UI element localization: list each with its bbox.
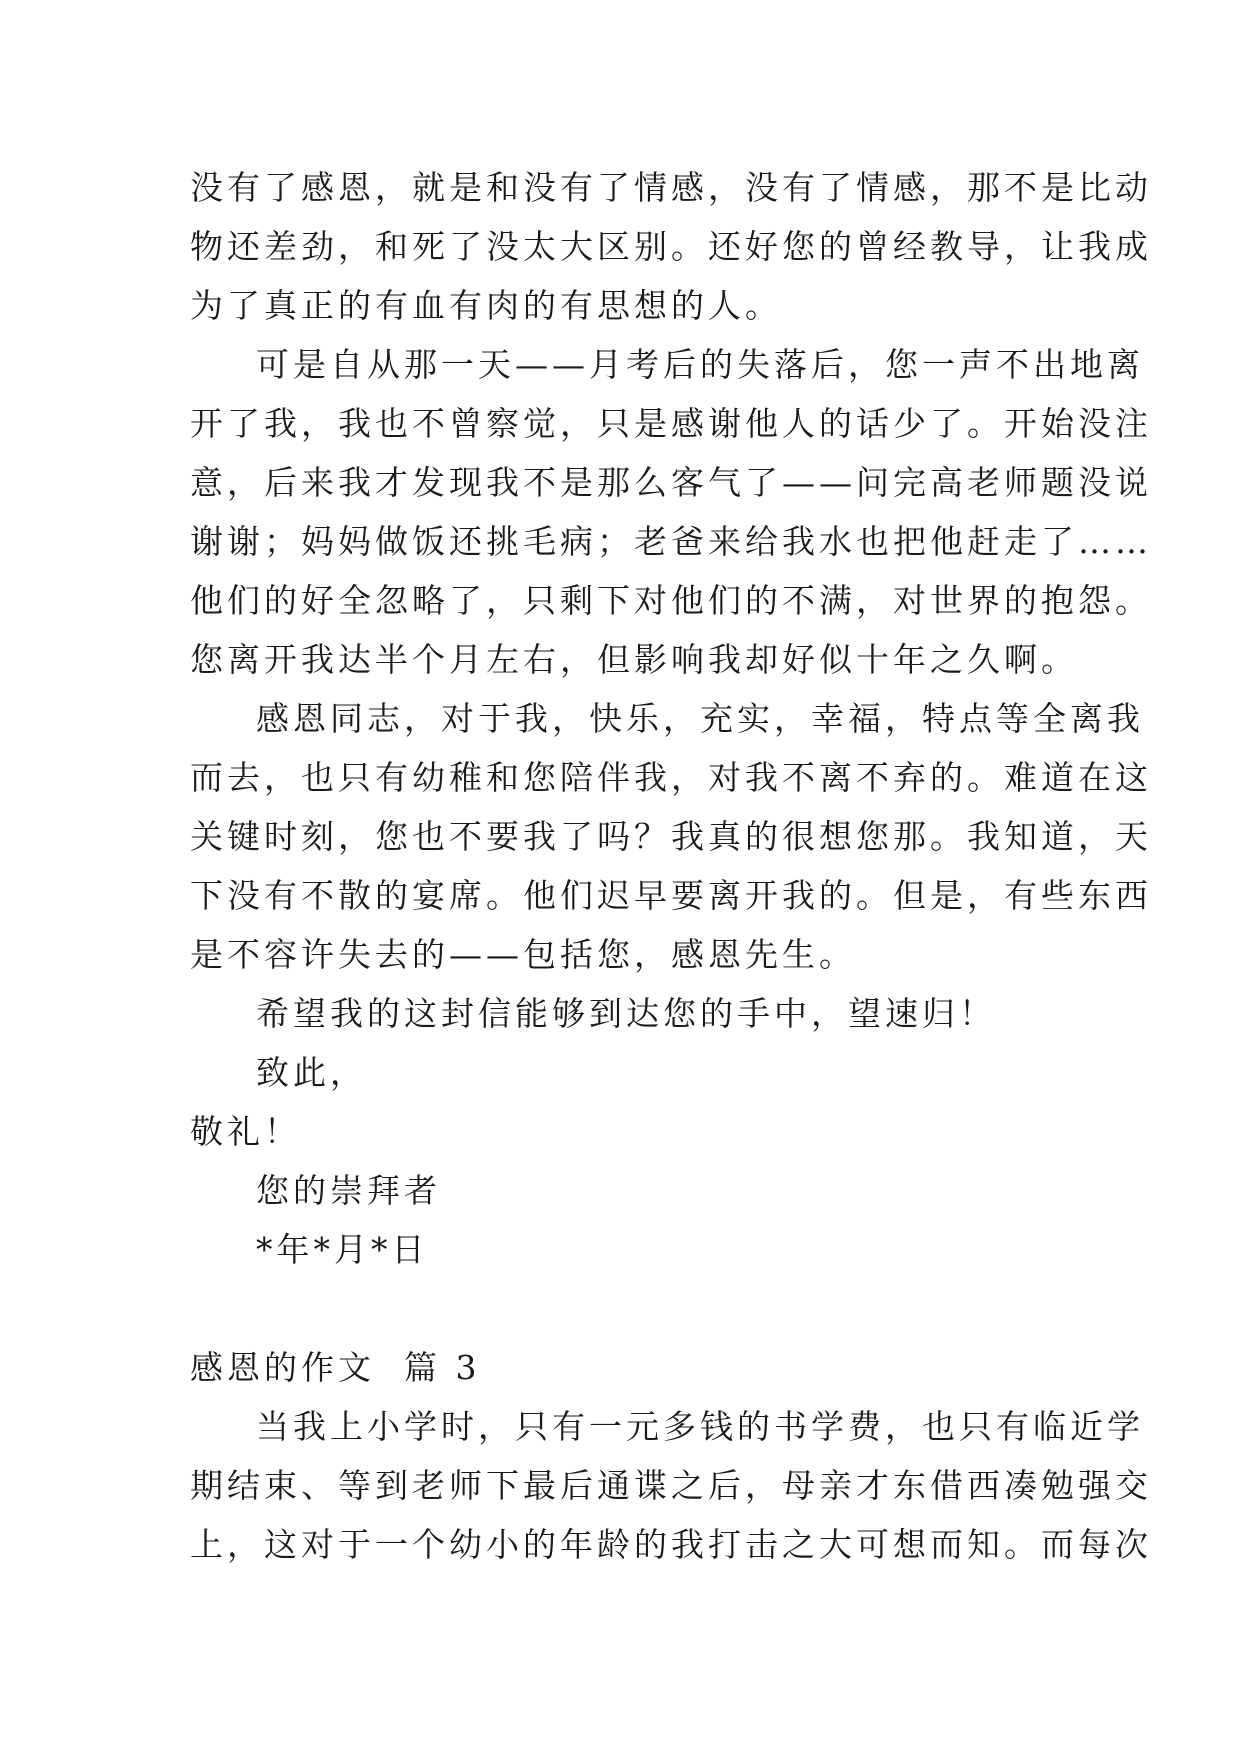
paragraph-line: 是不容许失去的——包括您，感恩先生。 [190,935,856,974]
document-body [190,158,1152,1574]
paragraph-line: 开了我，我也不曾察觉，只是感谢他人的话少了。开始没注 [190,404,1152,443]
paragraph-line: 可是自从那一天——月考后的失落后，您一声不出地离 [256,345,1144,384]
paragraph-line: 为了真正的有血有肉的有思想的人。 [190,286,782,325]
paragraph-line: 而去，也只有幼稚和您陪伴我，对我不离不弃的。难道在这 [190,758,1152,797]
paragraph-line: 物还差劲，和死了没太大区别。还好您的曾经教导，让我成 [190,227,1152,266]
closing-wish: 希望我的这封信能够到达您的手中，望速归！ [256,994,996,1033]
paragraph-line: 谢谢；妈妈做饭还挑毛病；老爸来给我水也把他赶走了…… [190,522,1152,561]
paragraph-line: 感恩同志，对于我，快乐，充实，幸福，特点等全离我 [256,699,1144,738]
paragraph-line: 上，这对于一个幼小的年龄的我打击之大可想而知。而每次 [190,1525,1152,1564]
paragraph-line: 没有了感恩，就是和没有了情感，没有了情感，那不是比动 [190,168,1152,207]
paragraph-line: 当我上小学时，只有一元多钱的书学费，也只有临近学 [256,1407,1144,1446]
paragraph-line: 关键时刻，您也不要我了吗？我真的很想您那。我知道，天 [190,817,1152,856]
paragraph-line: 他们的好全忽略了，只剩下对他们的不满，对世界的抱怨。 [190,581,1152,620]
closing-salutation: 致此， [256,1053,367,1092]
section-title: 感恩的作文 篇 3 [190,1348,481,1387]
signature: 您的崇拜者 [256,1171,441,1210]
paragraph-line: 下没有不散的宴席。他们迟早要离开我的。但是，有些东西 [190,876,1152,915]
closing-regards: 敬礼！ [190,1112,301,1151]
section-spacer [190,1279,1060,1338]
paragraph-line: 意，后来我才发现我不是那么客气了——问完高老师题没说 [190,463,1152,502]
paragraph-line: 您离开我达半个月左右，但影响我却好似十年之久啊。 [190,640,1078,679]
paragraph-line: 期结束、等到老师下最后通谍之后，母亲才东借西凑勉强交 [190,1466,1152,1505]
date-line: *年*月*日 [256,1230,429,1269]
